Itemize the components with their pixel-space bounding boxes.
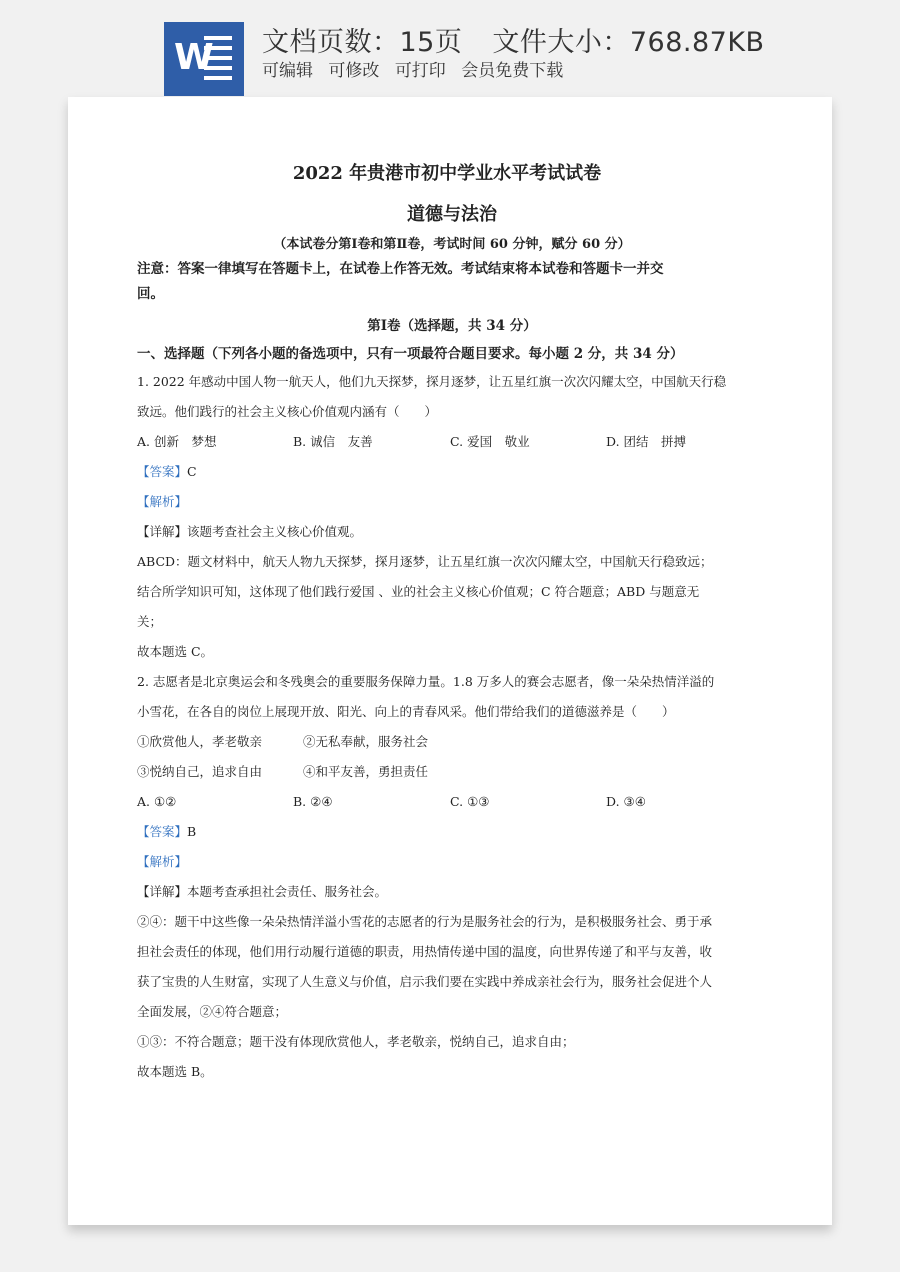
answer-tag: 【答案】 bbox=[137, 464, 188, 479]
answer-tag: 【答案】 bbox=[137, 824, 188, 839]
q1-explain-line: 结合所学知识可知，这体现了他们践行爱国 、业的社会主义核心价值观；C 符合题意；ABD 与题意无 bbox=[137, 584, 700, 599]
q1-option-d: D. 团结 拼搏 bbox=[606, 434, 687, 449]
feature-editable: 可编辑 bbox=[262, 61, 313, 81]
q1-conclusion: 故本题选 C。 bbox=[137, 644, 214, 659]
q1-option-b: B. 诚信 友善 bbox=[293, 434, 373, 449]
q2-detail bbox=[137, 877, 767, 907]
q2-item-1: ①欣赏他人，孝老敬亲 bbox=[137, 734, 263, 749]
q1-answer bbox=[137, 457, 767, 487]
section-heading: 一、选择题（下列各小题的备选项中，只有一项最符合题目要求。每小题 2 分，共 34 分） bbox=[137, 346, 684, 362]
detail-tag: 【详解】 bbox=[137, 524, 188, 539]
section-title: 第Ⅰ卷（选择题，共 34 分） bbox=[367, 318, 537, 334]
q1-option-a: A. 创新 梦想 bbox=[137, 434, 217, 449]
q2-items-row bbox=[137, 727, 767, 757]
q2-option-a: A. ①② bbox=[137, 794, 177, 809]
q1-option-c: C. 爱国 敬业 bbox=[450, 434, 530, 449]
feature-member-download: 会员免费下载 bbox=[461, 61, 564, 81]
word-doc-icon: W bbox=[164, 22, 244, 96]
file-size: 文件大小：768.87KB bbox=[492, 27, 765, 58]
q2-item-2: ②无私奉献，服务社会 bbox=[303, 734, 429, 749]
answer-value: B bbox=[187, 824, 197, 839]
file-stats bbox=[262, 20, 765, 59]
q1-options bbox=[137, 427, 767, 457]
exam-note: （本试卷分第Ⅰ卷和第Ⅱ卷，考试时间 60 分钟，赋分 60 分） bbox=[273, 237, 631, 252]
q2-option-b: B. ②④ bbox=[293, 794, 333, 809]
feature-printable: 可打印 bbox=[394, 61, 446, 81]
attention-line: 回。 bbox=[137, 286, 164, 302]
feature-modifiable: 可修改 bbox=[328, 61, 380, 81]
q2-conclusion: 故本题选 B。 bbox=[137, 1064, 213, 1079]
q1-stem-line: 1. 2022 年感动中国人物一航天人，他们九天探梦，探月逐梦，让五星红旗一次次闪耀太空，中国航天行稳 bbox=[137, 374, 727, 389]
q2-explain-line: ①③：不符合题意；题干没有体现欣赏他人，孝老敬亲，悦纳自己，追求自由； bbox=[137, 1034, 575, 1049]
exam-title: 2022 年贵港市初中学业水平考试试卷 bbox=[292, 163, 602, 184]
answer-value: C bbox=[187, 464, 197, 479]
q2-item-4: ④和平友善，勇担责任 bbox=[303, 764, 429, 779]
q2-explain-line: 获了宝贵的人生财富，实现了人生意义与价值，启示我们要在实践中养成亲社会行为，服务社会促进个人 bbox=[137, 974, 713, 989]
q2-stem-line: 2. 志愿者是北京奥运会和冬残奥会的重要服务保障力量。1.8 万多人的赛会志愿者，像一朵朵热情洋溢的 bbox=[137, 674, 715, 689]
document-page bbox=[68, 97, 832, 1225]
q2-explain-line: 担社会责任的体现，他们用行动履行道德的职责，用热情传递中国的温度，向世界传递了和平与友善，收 bbox=[137, 944, 713, 959]
detail-text: 本题考查承担社会责任、服务社会。 bbox=[187, 884, 388, 899]
q2-option-d: D. ③④ bbox=[606, 794, 646, 809]
detail-tag: 【详解】 bbox=[137, 884, 188, 899]
q1-explain-line: 关； bbox=[137, 614, 163, 629]
analysis-tag: 【解析】 bbox=[137, 494, 188, 509]
page-count: 文档页数：15页 bbox=[262, 27, 463, 58]
document-body bbox=[137, 157, 767, 1087]
q1-analysis bbox=[137, 487, 767, 517]
analysis-tag: 【解析】 bbox=[137, 854, 188, 869]
download-banner bbox=[0, 0, 900, 100]
q2-option-c: C. ①③ bbox=[450, 794, 490, 809]
q1-stem-line: 致远。他们践行的社会主义核心价值观内涵有（ ） bbox=[137, 404, 438, 419]
attention-line: 注意：答案一律填写在答题卡上，在试卷上作答无效。考试结束将本试卷和答题卡一并交 bbox=[137, 261, 664, 277]
feature-list bbox=[262, 56, 573, 81]
q2-stem-line: 小雪花，在各自的岗位上展现开放、阳光、向上的青春风采。他们带给我们的道德滋养是（ ） bbox=[137, 704, 675, 719]
q2-analysis bbox=[137, 847, 767, 877]
q2-answer bbox=[137, 817, 767, 847]
q1-explain-line: ABCD：题文材料中，航天人物九天探梦，探月逐梦，让五星红旗一次次闪耀太空，中国航天行稳致远； bbox=[137, 554, 713, 569]
exam-attention bbox=[137, 257, 767, 307]
detail-text: 该题考查社会主义核心价值观。 bbox=[187, 524, 363, 539]
q2-items-row bbox=[137, 757, 767, 787]
exam-subject: 道德与法治 bbox=[407, 204, 497, 225]
q2-explain-line: 全面发展，②④符合题意； bbox=[137, 1004, 288, 1019]
q1-detail bbox=[137, 517, 767, 547]
q2-item-3: ③悦纳自己，追求自由 bbox=[137, 764, 263, 779]
q2-options bbox=[137, 787, 767, 817]
q2-explain-line: ②④：题干中这些像一朵朵热情洋溢小雪花的志愿者的行为是服务社会的行为，是积极服务社会、勇于承 bbox=[137, 914, 713, 929]
